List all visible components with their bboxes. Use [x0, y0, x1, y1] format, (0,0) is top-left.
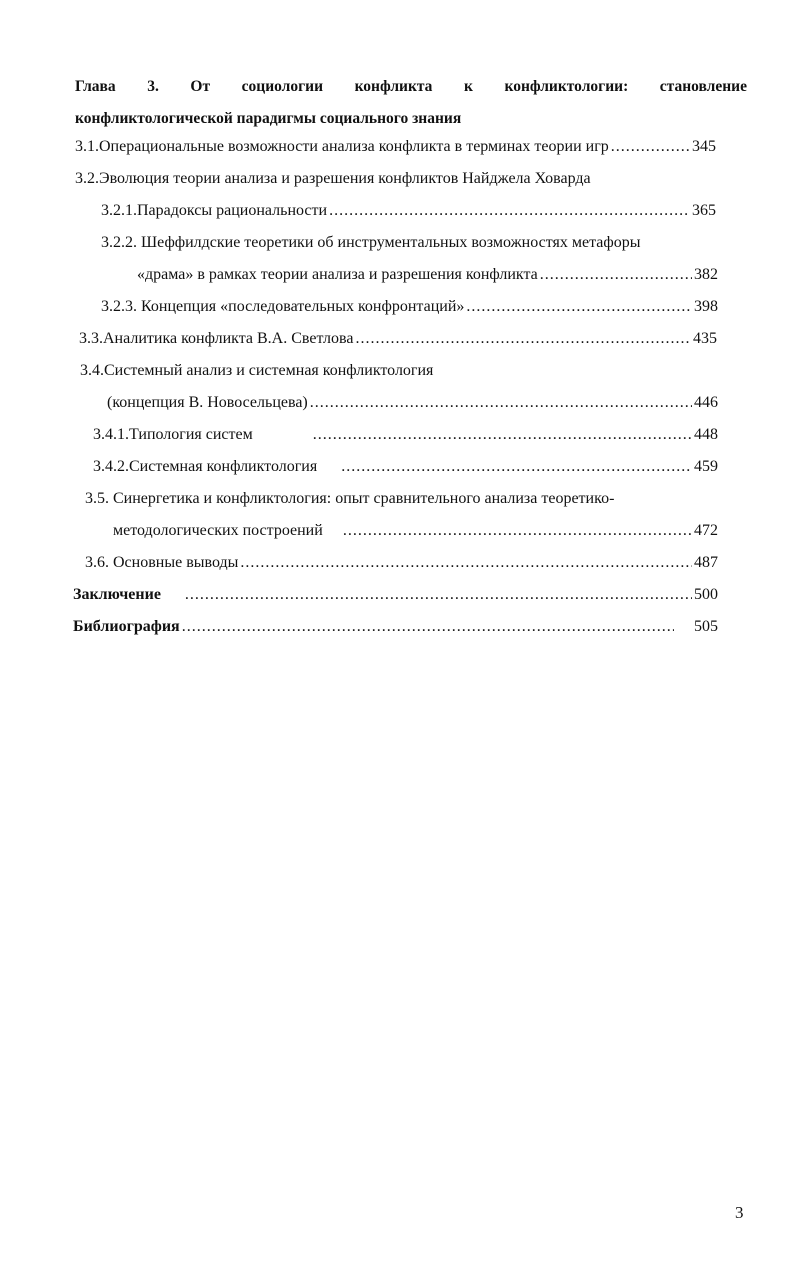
toc-entry-label: Заключение	[73, 586, 161, 603]
toc-entry-3-2-2-cont	[137, 261, 718, 289]
toc-entry-label: 3.6. Основные выводы	[85, 554, 239, 571]
toc-entry-label: «драма» в рамках теории анализа и разрешения конфликта	[137, 266, 538, 283]
toc-leader-dots	[540, 261, 692, 289]
chapter-heading	[75, 71, 747, 135]
toc-entry-page: 459	[694, 458, 718, 475]
toc-entry-3-2-2: 3.2.2. Шеффилдские теоретики об инструментальных возможностях метафоры	[101, 234, 641, 251]
toc-entry-label: методологических построений	[113, 522, 323, 539]
toc-leader-dots	[466, 293, 692, 321]
toc-entry-3-2: 3.2.Эволюция теории анализа и разрешения конфликтов Найджела Ховарда	[75, 170, 591, 187]
toc-entry-3-1	[75, 133, 716, 161]
toc-entry-label: (концепция В. Новосельцева)	[107, 394, 308, 411]
toc-leader-dots	[182, 613, 674, 641]
toc-entry-bibliography	[73, 613, 718, 641]
toc-leader-dots	[185, 581, 692, 609]
toc-entry-conclusion	[73, 581, 718, 609]
toc-entry-3-5-cont	[113, 517, 718, 545]
toc-leader-dots	[329, 197, 690, 225]
toc-entry-label: 3.2.3. Концепция «последовательных конфронтаций»	[101, 298, 465, 315]
toc-entry-3-3	[79, 325, 717, 353]
toc-entry-label: 3.3.Аналитика конфликта В.А. Светлова	[79, 330, 354, 347]
toc-entry-3-4-cont	[107, 389, 718, 417]
toc-entry-page: 382	[694, 266, 718, 283]
toc-leader-dots	[343, 517, 692, 545]
toc-entry-page: 505	[694, 618, 718, 635]
toc-leader-dots	[240, 549, 692, 577]
toc-leader-dots	[313, 421, 692, 449]
toc-entry-3-5: 3.5. Синергетика и конфликтология: опыт сравнительного анализа теоретико-	[85, 490, 615, 507]
toc-entry-page: 435	[693, 330, 717, 347]
toc-entry-3-4-1	[93, 421, 718, 449]
toc-entry-3-6	[85, 549, 718, 577]
toc-entry-label: 3.4.1.Типология систем	[93, 426, 253, 443]
chapter-heading-line-1: Глава 3. От социологии конфликта к конфликтологии: становление	[75, 78, 747, 95]
toc-entry-page: 345	[692, 138, 716, 155]
toc-entry-label: 3.1.Операциональные возможности анализа конфликта в терминах теории игр	[75, 138, 609, 155]
toc-entry-3-4-2	[93, 453, 718, 481]
toc-leader-dots	[341, 453, 692, 481]
toc-entry-page: 472	[694, 522, 718, 539]
toc-leader-dots	[611, 133, 690, 161]
toc-entry-3-4: 3.4.Системный анализ и системная конфликтология	[80, 362, 434, 379]
toc-entry-page: 487	[694, 554, 718, 571]
toc-entry-page: 365	[692, 202, 716, 219]
toc-entry-label: 3.2.1.Парадоксы рациональности	[101, 202, 328, 219]
toc-entry-page: 446	[694, 394, 718, 411]
toc-entry-label: Библиография	[73, 618, 180, 635]
toc-entry-page: 448	[694, 426, 718, 443]
toc-leader-dots	[310, 389, 692, 417]
toc-entry-page: 500	[694, 586, 718, 603]
page-number: 3	[735, 1203, 744, 1222]
chapter-heading-line-2: конфликтологической парадигмы социального знания	[75, 110, 462, 127]
toc-entry-3-2-3	[101, 293, 718, 321]
toc-entry-3-2-1	[101, 197, 716, 225]
toc-entry-label: 3.4.2.Системная конфликтология	[93, 458, 318, 475]
toc-leader-dots	[355, 325, 691, 353]
toc-entry-page: 398	[694, 298, 718, 315]
